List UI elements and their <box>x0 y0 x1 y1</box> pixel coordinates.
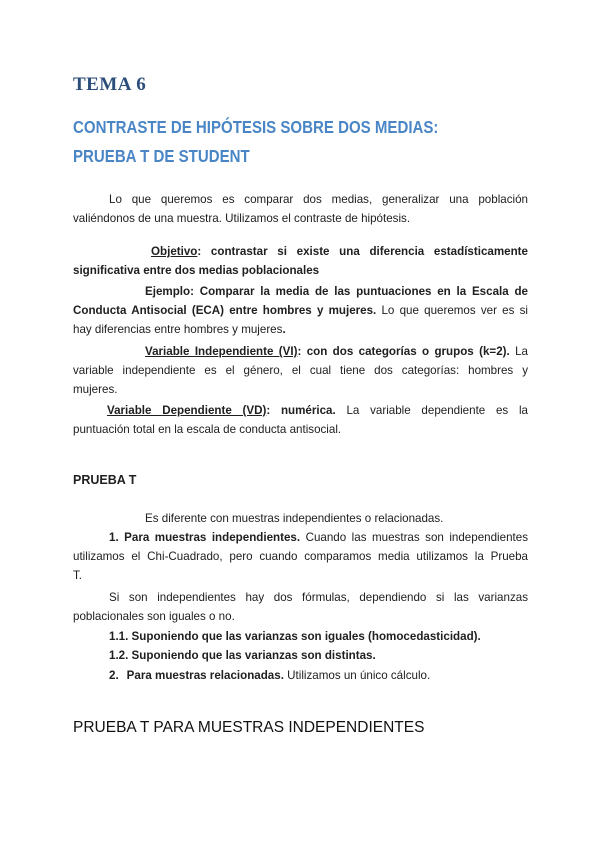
objetivo-line-1: Objetivo: contrastar si existe una diferencia estadísticamente <box>151 245 528 258</box>
objetivo-label: Objetivo <box>151 245 198 258</box>
vi-line-3: mujeres. <box>73 383 118 396</box>
item1-line-1: 1. Para muestras independientes. Cuando las muestras son independientes <box>109 531 528 544</box>
prueba-t-heading: PRUEBA T <box>73 473 137 487</box>
subitem-1-2: 1.2. Suponiendo que las varianzas son distintas. <box>109 649 376 662</box>
subitem-1-1: 1.1. Suponiendo que las varianzas son iguales (homocedasticidad). <box>109 630 481 643</box>
objetivo-line-2: significativa entre dos medias poblacionales <box>73 264 320 277</box>
formulas-line-2: poblacionales son iguales o no. <box>73 610 235 623</box>
vd-line-1: Variable Dependiente (VD): numérica. La variable dependiente es la <box>107 404 528 417</box>
tema-heading: TEMA 6 <box>73 74 147 95</box>
intro-paragraph: Lo que queremos es comparar dos medias, generalizar una población valiéndonos de una muestra. Utilizamos el contraste de hipótesis. <box>73 193 528 225</box>
prueba-t-intro: Es diferente con muestras independientes o relacionadas. <box>145 512 444 525</box>
vd-line-2: puntuación total en la escala de conducta antisocial. <box>73 423 342 436</box>
ejemplo-line-2: Conducta Antisocial (ECA) entre hombres y mujeres. Lo que queremos ver es si <box>73 304 528 317</box>
ejemplo-line-1: Ejemplo: Comparar la media de las puntuaciones en la Escala de <box>145 285 528 298</box>
vi-line-2: variable independiente es el género, el cual tiene dos categorías: hombres y <box>73 364 528 377</box>
vi-line-1: Variable Independiente (VI): con dos categorías o grupos (k=2). La <box>145 345 528 358</box>
title-line-1: CONTRASTE DE HIPÓTESIS SOBRE DOS MEDIAS: <box>73 117 439 137</box>
title-line-2: PRUEBA T DE STUDENT <box>73 146 250 166</box>
formulas-line-1: Si son independientes hay dos fórmulas, dependiendo si las varianzas <box>109 591 528 604</box>
independientes-heading: PRUEBA T PARA MUESTRAS INDEPENDIENTES <box>73 719 425 736</box>
item2-line: 2. Para muestras relacionadas. Utilizamos un único cálculo. <box>109 669 431 682</box>
vi-label: Variable Independiente (VI) <box>145 345 298 358</box>
ejemplo-line-3: hay diferencias entre hombres y mujeres. <box>73 323 286 336</box>
item1-line-2: utilizamos el Chi-Cuadrado, pero cuando comparamos media utilizamos la Prueba <box>73 550 528 563</box>
vd-label: Variable Dependiente (VD) <box>107 404 267 417</box>
item1-line-3: T. <box>73 569 83 582</box>
